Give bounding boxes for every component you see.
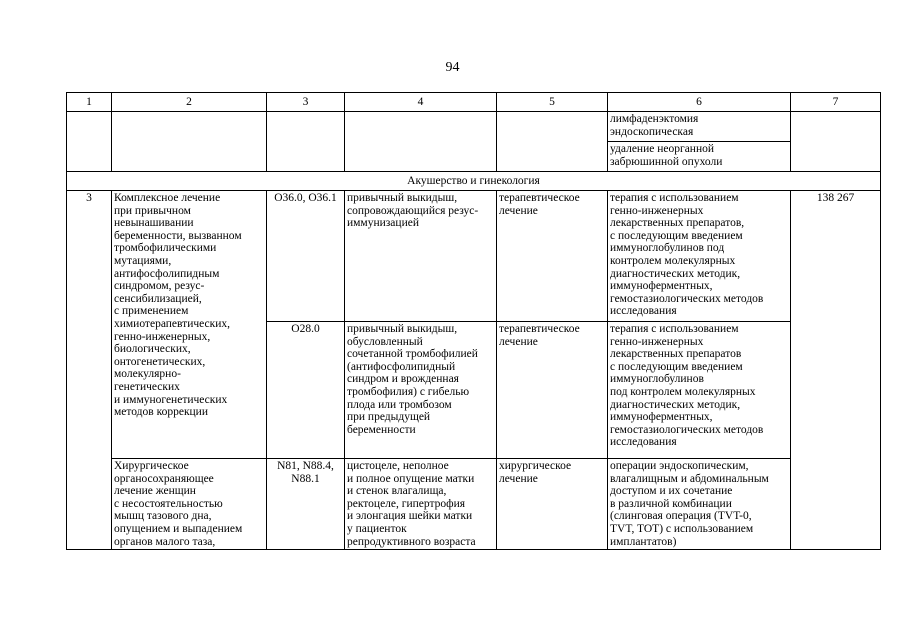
care-type-name: Комплексное лечение при привычном невынашивании беременности, вызванном тромбофилическими мутациями, антифосфолипидным синдромом, резус- сенсибилизацией, с применением химиотерапевтических, генно-инженерных, биологических, онтогенетических, молекулярно- генетических и иммуногенетических методов коррекции — [112, 191, 267, 459]
row-number: 3 — [67, 191, 112, 550]
header-col-3: 3 — [267, 93, 345, 112]
treatment-type: хирургическое лечение — [497, 459, 608, 550]
table-row — [67, 191, 881, 322]
header-col-4: 4 — [345, 93, 497, 112]
cont-code-cell — [267, 112, 345, 172]
cont-method-cell: лимфаденэктомия эндоскопическая — [608, 112, 791, 142]
table-row — [67, 459, 881, 550]
icd-code: O28.0 — [267, 322, 345, 459]
section-title: Акушерство и гинекология — [67, 172, 881, 191]
treatment-type: терапевтическое лечение — [497, 322, 608, 459]
section-row — [67, 172, 881, 191]
cont-method-cell: удаление неорганной забрюшинной опухоли — [608, 142, 791, 172]
patient-model: цистоцеле, неполное и полное опущение матки и стенок влагалища, ректоцеле, гипертрофия и элонгация шейки матки у пациенток репродуктивного возраста — [345, 459, 497, 550]
header-row — [67, 93, 881, 112]
icd-code: N81, N88.4, N88.1 — [267, 459, 345, 550]
treatment-method: терапия с использованием генно-инженерных лекарственных препаратов с последующим введением иммуноглобулинов под контролем молекулярных диагностических методик, иммуноферментных, гемостазиологических методов исследования — [608, 322, 791, 459]
treatment-type: терапевтическое лечение — [497, 191, 608, 322]
header-col-1: 1 — [67, 93, 112, 112]
header-col-2: 2 — [112, 93, 267, 112]
cont-name-cell — [112, 112, 267, 172]
procedures-table — [66, 92, 881, 550]
header-col-7: 7 — [791, 93, 881, 112]
cont-price-cell — [791, 112, 881, 172]
cont-treatment-cell — [497, 112, 608, 172]
treatment-method: операции эндоскопическим, влагалищным и абдоминальным доступом и их сочетание в различной комбинации (слинговая операция (TVT-0, TVT, TOT) с использованием имплантатов) — [608, 459, 791, 550]
cont-number-cell — [67, 112, 112, 172]
cont-model-cell — [345, 112, 497, 172]
header-col-6: 6 — [608, 93, 791, 112]
patient-model: привычный выкидыш, сопровождающийся резус- иммунизацией — [345, 191, 497, 322]
page-number: 94 — [445, 60, 460, 75]
patient-model: привычный выкидыш, обусловленный сочетанной тромбофилией (антифосфолипидный синдром и врожденная тромбофилия) с гибелью плода или тромбозом при предыдущей беременности — [345, 322, 497, 459]
treatment-method: терапия с использованием генно-инженерных лекарственных препаратов, с последующим введением иммуноглобулинов под контролем молекулярных диагностических методик, иммуноферментных, гемостазиологических методов исследования — [608, 191, 791, 322]
header-col-5: 5 — [497, 93, 608, 112]
table-row — [67, 112, 881, 142]
care-type-name: Хирургическое органосохраняющее лечение женщин с несостоятельностью мышц тазового дна, опущением и выпадением органов малого таза, — [112, 459, 267, 550]
price-value: 138 267 — [791, 191, 881, 550]
icd-code: O36.0, O36.1 — [267, 191, 345, 322]
